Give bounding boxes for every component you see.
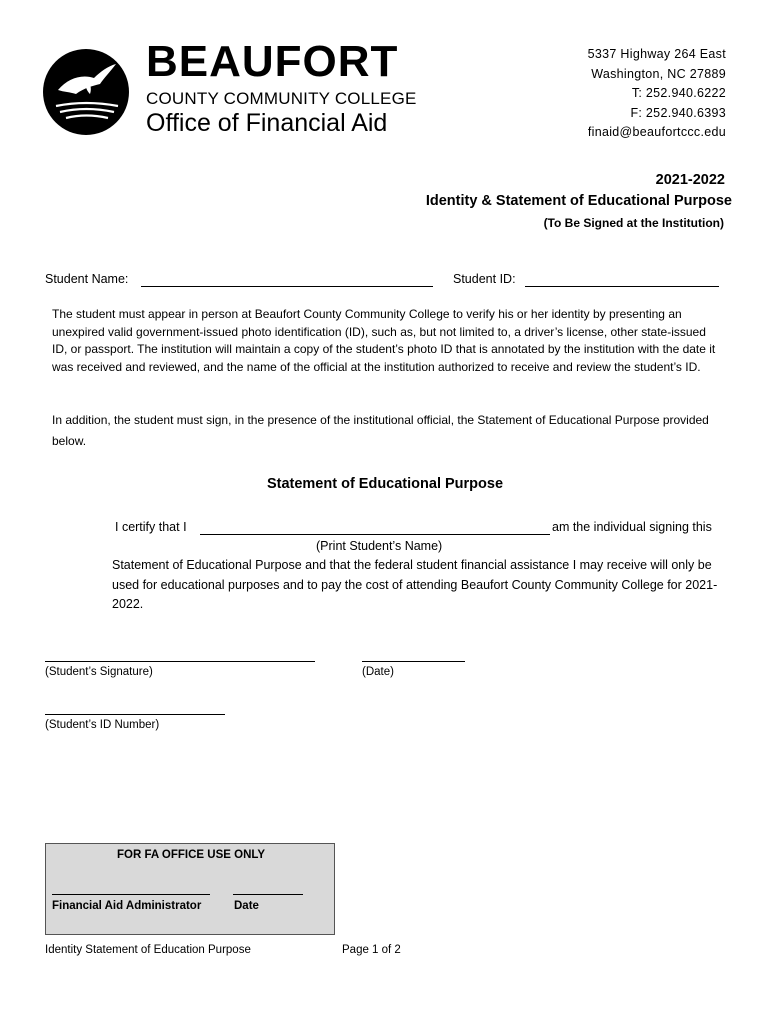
student-name-label: Student Name: <box>45 272 129 286</box>
address-block <box>588 45 726 143</box>
office-use-title: FOR FA OFFICE USE ONLY <box>116 849 266 861</box>
address-line: Washington, NC 27889 <box>591 66 726 81</box>
document-subtitle: (To Be Signed at the Institution) <box>543 216 724 230</box>
brand-name: BEAUFORT <box>146 37 399 86</box>
document-year: 2021-2022 <box>655 172 725 188</box>
office-date-label: Date <box>234 900 259 912</box>
signing-paragraph: In addition, the student must sign, in the presence of the institutional official, the Statement of Educational Purpose provided below. <box>52 413 709 448</box>
document-title: Identity & Statement of Educational Purpose <box>425 193 732 209</box>
phone-line: T: 252.940.6222 <box>631 86 726 100</box>
student-id-number-field[interactable] <box>45 714 225 715</box>
certify-prefix: I certify that I <box>115 520 187 534</box>
date-caption: (Date) <box>362 666 394 678</box>
brand-subtitle: COUNTY COMMUNITY COLLEGE <box>146 89 417 108</box>
fax-line: F: 252.940.6393 <box>630 105 726 120</box>
signature-caption: (Student’s Signature) <box>45 666 153 678</box>
office-use-box <box>45 843 335 935</box>
college-logo-seal <box>42 48 130 136</box>
certify-suffix: am the individual signing this <box>552 520 712 534</box>
email-line: finaid@beaufortccc.edu <box>587 125 726 139</box>
print-name-caption: (Print Student’s Name) <box>316 539 443 553</box>
address-line: 5337 Highway 264 East <box>587 47 726 61</box>
brand-office: Office of Financial Aid <box>146 109 388 137</box>
student-id-field[interactable] <box>525 286 719 287</box>
identity-paragraph: The student must appear in person at Beaufort County Community College to verify his or her identity by presenting an unexpired valid government-issued photo identification (ID), such as, but not limited to, a driver’s license, other state-issued ID, or passport. The institution will maintain a copy of the student’s photo ID that is annotated by the institution with the date it was received and reviewed, and the name of the official at the institution authorized to receive and review the student’s ID. <box>52 307 716 374</box>
student-signature-field[interactable] <box>45 661 315 662</box>
print-name-field[interactable] <box>200 534 550 535</box>
office-date-field[interactable] <box>233 894 303 895</box>
administrator-label: Financial Aid Administrator <box>52 900 202 912</box>
student-name-field[interactable] <box>141 286 433 287</box>
footer-document-name: Identity Statement of Education Purpose <box>45 944 251 956</box>
administrator-signature-field[interactable] <box>52 894 210 895</box>
signature-date-field[interactable] <box>362 661 465 662</box>
student-id-label: Student ID: <box>453 272 516 286</box>
statement-heading: Statement of Educational Purpose <box>266 476 504 492</box>
statement-text: Statement of Educational Purpose and that the federal student financial assistance I may receive will only be used for educational purposes and to pay the cost of attending Beaufort County Community College for 2021-2022. <box>112 558 718 611</box>
footer-page-number: Page 1 of 2 <box>342 944 401 956</box>
id-number-caption: (Student’s ID Number) <box>45 719 160 731</box>
